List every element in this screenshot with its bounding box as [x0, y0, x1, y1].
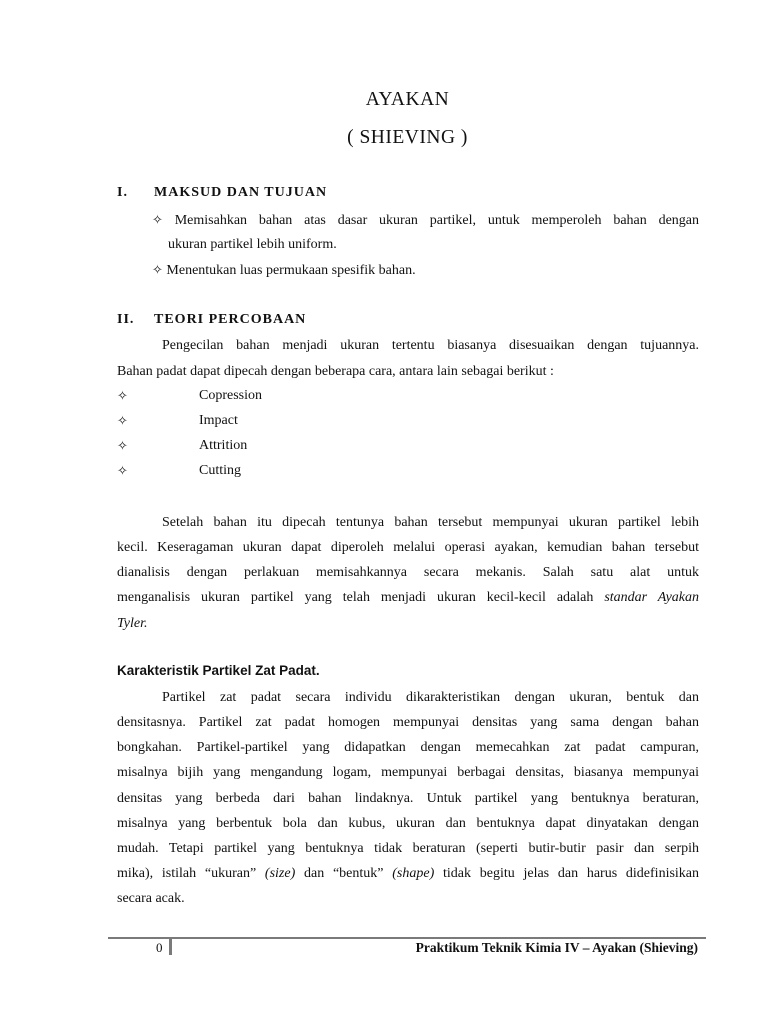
- karakteristik-line-1: Partikel zat padat secara individu dikarakteristikan dengan ukuran, bentuk dan: [162, 690, 699, 705]
- paragraph-line: mudah. Tetapi partikel yang bentuknya tidak beraturan (seperti butir-butir pasir dan serpih: [117, 840, 699, 856]
- page-title: AYAKAN: [365, 89, 450, 110]
- italic-term-shape: (shape): [392, 866, 435, 882]
- diamond-bullet-icon: ✧: [152, 212, 163, 227]
- method-label: Copression: [199, 388, 262, 403]
- method-item: [117, 386, 128, 407]
- italic-term: Tyler.: [117, 615, 148, 631]
- footer-page-separator: [169, 939, 172, 955]
- paragraph-line: misalnya yang berbentuk bola dan kubus, ukuran dan bentuknya dapat dinyatakan dengan: [117, 815, 699, 831]
- diamond-bullet-icon: ✧: [117, 463, 128, 478]
- intro-paragraph-line-2: Bahan padat dapat dipecah dengan beberapa cara, antara lain sebagai berikut :: [117, 364, 554, 379]
- footer-title: Praktikum Teknik Kimia IV – Ayakan (Shieving): [415, 940, 698, 955]
- diamond-bullet-icon: ✧: [117, 413, 128, 428]
- paragraph-line: secara acak.: [117, 891, 185, 907]
- paragraph-line: mika), istilah “ukuran” (size) dan “bentuk” (shape) tidak begitu jelas dan harus didefinisikan: [117, 866, 700, 882]
- paragraph-2-line-2: kecil. Keseragaman ukuran dapat diperoleh melalui operasi ayakan, kemudian bahan tersebut: [117, 540, 699, 555]
- section-1-number: I.: [117, 185, 128, 200]
- method-item: [117, 436, 128, 457]
- paragraph-2-body: [117, 535, 699, 636]
- section-1-item-2: [152, 260, 416, 281]
- method-label: Attrition: [199, 438, 248, 453]
- paragraph-line: densitasnya. Partikel zat padat homogen mempunyai densitas yang sama dengan bahan: [117, 715, 699, 730]
- footer-divider: [108, 937, 706, 939]
- karakteristik-body: [117, 710, 699, 912]
- item-1-line-1: Memisahkan bahan atas dasar ukuran partikel, untuk memperoleh bahan dengan: [174, 213, 700, 228]
- item-1-line-2: ukuran partikel lebih uniform.: [168, 237, 337, 252]
- diamond-bullet-icon: ✧: [152, 262, 163, 277]
- subsection-heading: Karakteristik Partikel Zat Padat.: [117, 663, 320, 678]
- paragraph-line: misalnya bijih yang mengandung logam, mempunyai berbagai densitas, biasanya mempunyai: [117, 765, 699, 781]
- paragraph-line: bongkahan. Partikel-partikel yang didapatkan dengan memecahkan zat padat campuran,: [117, 740, 699, 756]
- paragraph-2-line-3: dianalisis dengan perlakuan memisahkannya secara mekanis. Salah satu alat untuk: [117, 565, 699, 581]
- section-2-number: II.: [117, 312, 135, 327]
- method-label: Cutting: [199, 463, 242, 478]
- section-1-item-1: [152, 207, 699, 232]
- diamond-bullet-icon: ✧: [117, 388, 128, 403]
- paragraph-2-line-5: [117, 611, 699, 636]
- paragraph-line: densitas yang berbeda dari bahan lindaknya. Untuk partikel yang bentuknya beraturan,: [117, 790, 699, 806]
- italic-term: standar Ayakan: [604, 590, 700, 606]
- method-item: [117, 411, 128, 432]
- intro-paragraph-line-1: Pengecilan bahan menjadi ukuran tertentu biasanya disesuaikan dengan tujuannya.: [162, 338, 699, 353]
- method-item: [117, 461, 128, 482]
- diamond-bullet-icon: ✧: [117, 438, 128, 453]
- section-2-title: TEORI PERCOBAAN: [154, 312, 307, 327]
- section-1-title: MAKSUD DAN TUJUAN: [154, 185, 328, 200]
- paragraph-2-line-1: Setelah bahan itu dipecah tentunya bahan tersebut mempunyai ukuran partikel lebih: [162, 515, 699, 530]
- method-label: Impact: [199, 413, 238, 428]
- italic-term-size: (size): [264, 866, 296, 882]
- page-subtitle: ( SHIEVING ): [347, 127, 468, 148]
- page-number: 0: [156, 940, 163, 955]
- item-2-text: Menentukan luas permukaan spesifik bahan.: [166, 263, 416, 278]
- paragraph-2-line-4: menganalisis ukuran partikel yang telah menjadi ukuran kecil-kecil adalah standar Ayakan: [117, 590, 700, 606]
